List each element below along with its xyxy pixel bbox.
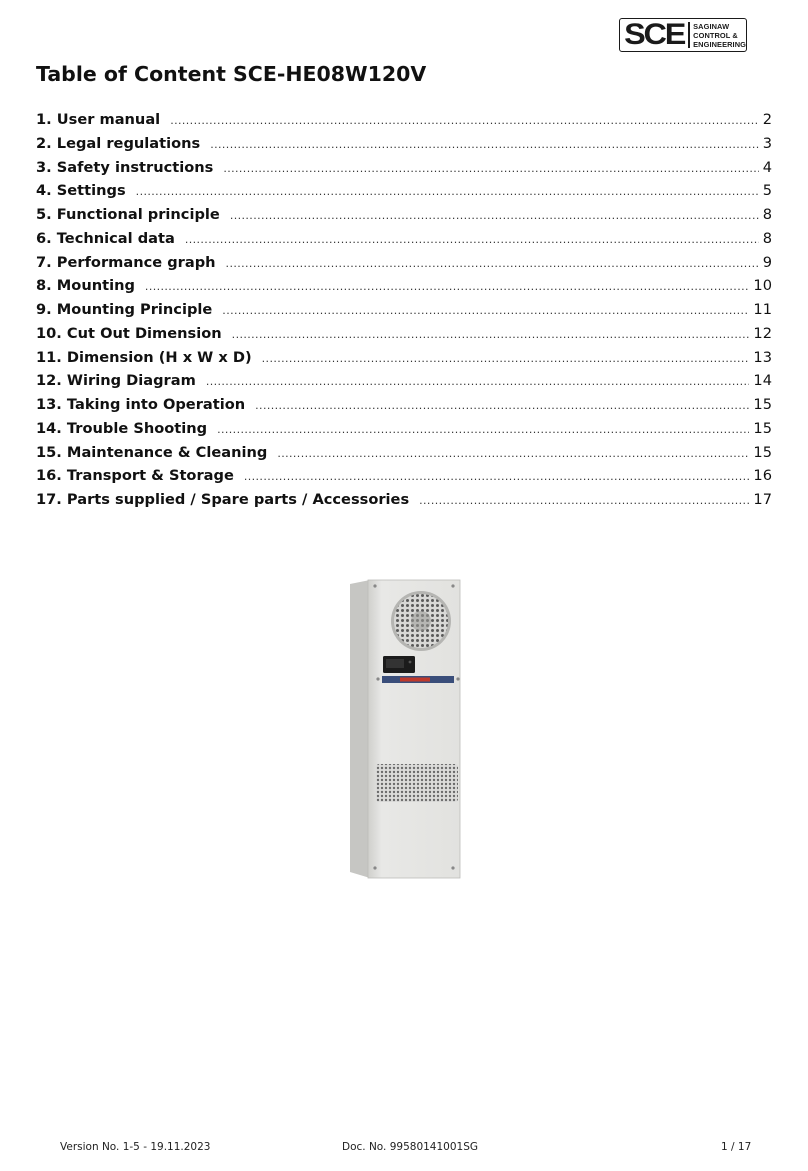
footer-version: Version No. 1-5 - 19.11.2023 [60,1141,211,1153]
toc-entry-title: 16. Transport & Storage [36,467,234,485]
toc-entry[interactable] [36,417,772,441]
toc-dot-leader [136,180,759,204]
toc-entry-page: 12 [753,324,772,342]
toc-dot-leader [255,394,749,418]
toc-entry-page: 3 [762,134,772,152]
company-logo [619,18,747,52]
toc-entry[interactable] [36,393,772,417]
toc-entry-title: 12. Wiring Diagram [36,372,196,390]
toc-entry[interactable] [36,441,772,465]
logo-line-2: CONTROL & [693,30,738,40]
toc-dot-leader [232,323,750,347]
logo-line-3: ENGINEERING [693,39,746,49]
toc-entry-page: 17 [753,491,772,508]
toc-entry[interactable] [36,179,772,203]
toc-entry-title: 8. Mounting [36,277,135,295]
toc-entry-page: 2 [762,111,772,128]
toc-entry[interactable] [36,346,772,370]
logo-mark: SCE [624,18,685,51]
toc-dot-leader [210,133,758,157]
toc-entry-page: 10 [753,277,772,295]
table-of-contents [36,108,772,512]
toc-dot-leader [262,347,750,371]
toc-entry-title: 2. Legal regulations [36,134,201,152]
toc-dot-leader [206,370,750,394]
toc-entry[interactable] [36,132,772,156]
toc-entry-page: 16 [753,467,772,485]
toc-entry-title: 13. Taking into Operation [36,396,246,413]
toc-dot-leader [217,418,749,442]
toc-entry-title: 3. Safety instructions [36,158,214,176]
page-title: Table of Content SCE-HE08W120V [36,62,427,86]
toc-entry[interactable] [36,156,772,180]
toc-entry-title: 11. Dimension (H x W x D) [36,348,252,366]
toc-entry-title: 7. Performance graph [36,253,216,271]
toc-entry[interactable] [36,488,772,512]
toc-entry-page: 15 [753,443,772,461]
toc-dot-leader [230,204,759,228]
toc-entry[interactable] [36,203,772,227]
toc-entry-page: 4 [762,158,772,176]
toc-entry[interactable] [36,464,772,488]
toc-entry-title: 5. Functional principle [36,206,220,223]
toc-entry[interactable] [36,322,772,346]
toc-dot-leader [222,299,749,323]
toc-dot-leader [145,275,750,299]
toc-entry-title: 10. Cut Out Dimension [36,324,222,342]
toc-entry[interactable] [36,251,772,275]
toc-entry-page: 15 [753,396,772,413]
toc-dot-leader [226,252,759,276]
toc-entry-page: 9 [762,253,772,271]
toc-entry-title: 6. Technical data [36,229,175,247]
toc-entry-title: 1. User manual [36,111,161,128]
toc-entry-page: 14 [753,372,772,390]
toc-entry[interactable] [36,369,772,393]
toc-dot-leader [277,442,749,466]
toc-entry-page: 13 [753,348,772,366]
footer-page-number: 1 / 17 [721,1141,752,1153]
toc-entry-page: 11 [753,301,772,318]
toc-entry[interactable] [36,274,772,298]
toc-entry-title: 17. Parts supplied / Spare parts / Accessories [36,491,410,508]
toc-entry-title: 9. Mounting Principle [36,301,213,318]
toc-entry[interactable] [36,298,772,322]
toc-entry[interactable] [36,108,772,132]
toc-entry[interactable] [36,227,772,251]
toc-entry-page: 15 [753,419,772,437]
toc-entry-title: 14. Trouble Shooting [36,419,208,437]
logo-line-1: SAGINAW [693,21,730,31]
toc-entry-title: 15. Maintenance & Cleaning [36,443,268,461]
logo-company-name [690,19,746,51]
toc-entry-title: 4. Settings [36,182,126,200]
toc-entry-page: 8 [762,206,772,223]
product-image-enclosure-cooler [340,578,462,880]
toc-dot-leader [170,109,759,133]
toc-dot-leader [223,157,758,181]
toc-dot-leader [244,465,750,489]
toc-dot-leader [419,489,749,513]
footer-doc-number: Doc. No. 99580141001SG [342,1141,479,1153]
toc-dot-leader [185,228,759,252]
toc-entry-page: 5 [762,182,772,200]
toc-entry-page: 8 [762,229,772,247]
